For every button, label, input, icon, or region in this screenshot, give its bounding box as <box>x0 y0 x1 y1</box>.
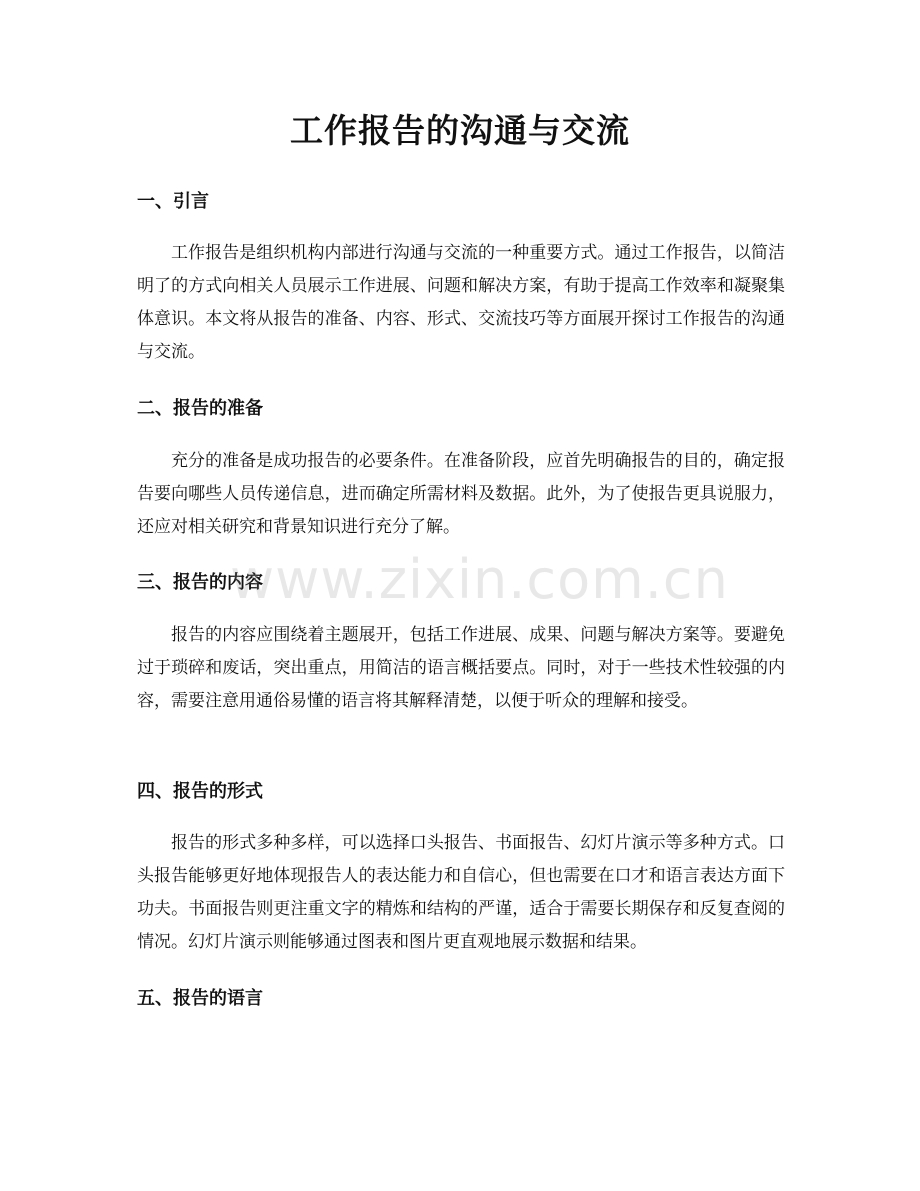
section-heading-preparation: 二、报告的准备 <box>137 398 263 419</box>
section-paragraph-content: 报告的内容应围绕着主题展开，包括工作进展、成果、问题与解决方案等。要避免过于琐碎和废话，突出重点，用简洁的语言概括要点。同时，对于一些技术性较强的内容，需要注意用通俗易懂的语言将其解释清楚，以便于听众的理解和接受。 <box>137 625 785 711</box>
section-heading-content: 三、报告的内容 <box>137 572 263 593</box>
watermark-text: www.zixin.com.cn <box>230 548 729 611</box>
section-heading-introduction: 一、引言 <box>137 191 209 212</box>
section-paragraph-format: 报告的形式多种多样，可以选择口头报告、书面报告、幻灯片演示等多种方式。口头报告能够更好地体现报告人的表达能力和自信心，但也需要在口才和语言表达方面下功夫。书面报告则更注重文字的精炼和结构的严谨，适合于需要长期保存和反复查阅的情况。幻灯片演示则能够通过图表和图片更直观地展示数据和结果。 <box>137 833 785 952</box>
section-paragraph-introduction: 工作报告是组织机构内部进行沟通与交流的一种重要方式。通过工作报告，以简洁明了的方式向相关人员展示工作进展、问题和解决方案，有助于提高工作效率和凝聚集体意识。本文将从报告的准备、内容、形式、交流技巧等方面展开探讨工作报告的沟通与交流。 <box>137 243 785 362</box>
section-heading-language: 五、报告的语言 <box>137 988 263 1009</box>
document-title: 工作报告的沟通与交流 <box>290 111 630 150</box>
section-paragraph-preparation: 充分的准备是成功报告的必要条件。在准备阶段，应首先明确报告的目的，确定报告要向哪些人员传递信息，进而确定所需材料及数据。此外，为了使报告更具说服力，还应对相关研究和背景知识进行充分了解。 <box>137 451 785 537</box>
section-heading-format: 四、报告的形式 <box>137 781 263 802</box>
